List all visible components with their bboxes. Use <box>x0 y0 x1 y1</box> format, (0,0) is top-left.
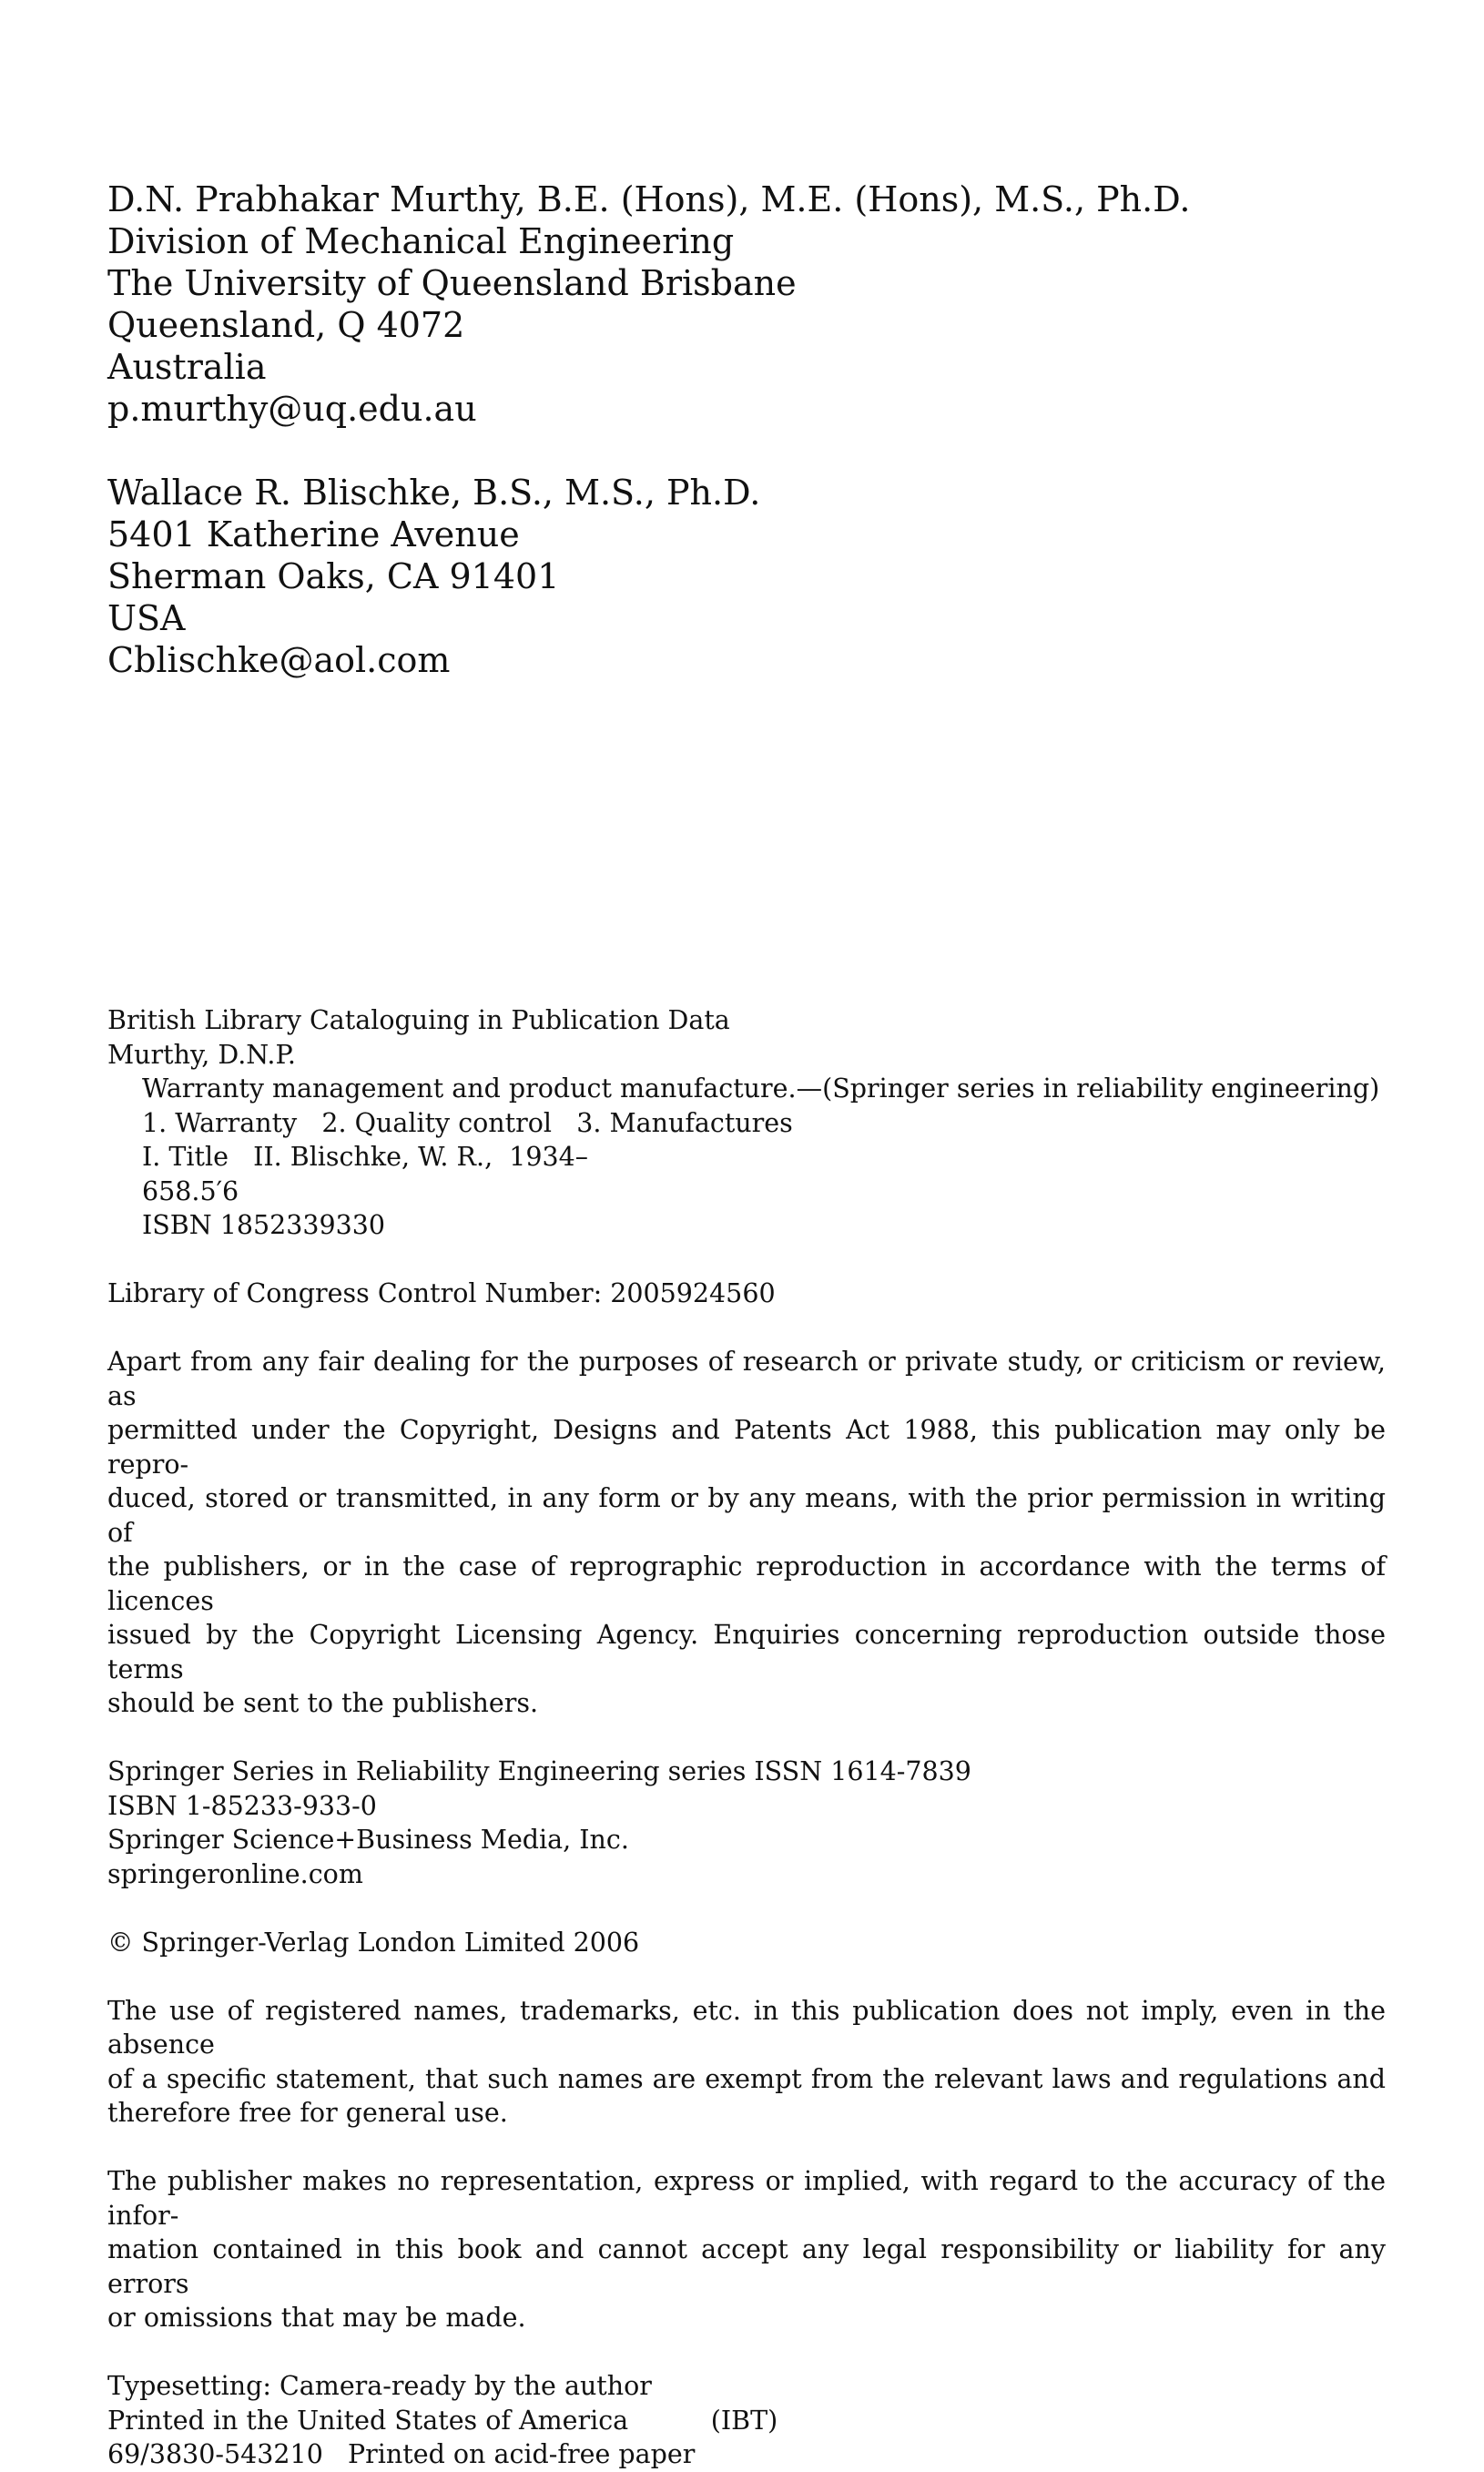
copyright-line <box>107 1926 1382 1960</box>
author-block-blischke <box>107 472 1382 681</box>
trademark-notice <box>107 1994 1386 2131</box>
cip-entry: I. Title II. Blischke, W. R., 1934– <box>142 1142 589 1172</box>
printed-in-line: Printed in the United States of America (IBT) <box>107 2405 778 2436</box>
copyright-text: © Springer-Verlag London Limited 2006 <box>107 1927 640 1958</box>
notice-line: Apart from any fair dealing for the purposes of research or private study, or criticism or review, as <box>107 1347 1386 1411</box>
trademark-line: of a specific statement, that such names are exempt from the relevant laws and regulations and <box>107 2063 1386 2094</box>
cip-author: Murthy, D.N.P. <box>107 1039 296 1070</box>
printing-info <box>107 2369 1382 2472</box>
notice-line: duced, stored or transmitted, in any form or by any means, with the prior permission in writing of <box>107 1483 1386 1548</box>
publication-info <box>107 1003 1386 2472</box>
address-line: Queensland, Q 4072 <box>107 305 465 345</box>
cip-block <box>107 1003 1382 1243</box>
cip-entry: Warranty management and product manufacture.—(Springer series in reliability engineering) <box>142 1073 1380 1104</box>
notice-line: should be sent to the publishers. <box>107 1688 539 1718</box>
disclaimer <box>107 2164 1386 2335</box>
notice-line: permitted under the Copyright, Designs and Patents Act 1988, this publication may only be repro- <box>107 1415 1386 1480</box>
series-info <box>107 1755 1382 1891</box>
address-line: Australia <box>107 347 267 387</box>
cip-heading: British Library Cataloguing in Publication Data <box>107 1005 730 1035</box>
address-line: 5401 Katherine Avenue <box>107 514 520 554</box>
cip-entry: 658.5′6 <box>142 1175 239 1206</box>
address-line: Sherman Oaks, CA 91401 <box>107 556 560 596</box>
isbn: ISBN 1-85233-933-0 <box>107 1790 377 1821</box>
publisher-website: springeronline.com <box>107 1858 363 1889</box>
author-email: p.murthy@uq.edu.au <box>107 389 477 429</box>
loc-control-text: Library of Congress Control Number: 2005924560 <box>107 1278 776 1308</box>
notice-line: the publishers, or in the case of reprographic reproduction in accordance with the terms of licences <box>107 1551 1386 1616</box>
address-line: Division of Mechanical Engineering <box>107 221 735 261</box>
author-name: Wallace R. Blischke, B.S., M.S., Ph.D. <box>107 473 761 513</box>
publisher-name: Springer Science+Business Media, Inc. <box>107 1825 629 1855</box>
notice-line: issued by the Copyright Licensing Agency. Enquiries concerning reproduction outside those terms <box>107 1620 1386 1684</box>
author-name: D.N. Prabhakar Murthy, B.E. (Hons), M.E. (Hons), M.S., Ph.D. <box>107 179 1191 219</box>
address-line: USA <box>107 598 186 638</box>
disclaimer-line: mation contained in this book and cannot accept any legal responsibility or liability for any errors <box>107 2234 1386 2299</box>
author-block-murthy <box>107 178 1382 430</box>
author-email: Cblischke@aol.com <box>107 640 451 680</box>
disclaimer-line: or omissions that may be made. <box>107 2303 526 2333</box>
series-issn: Springer Series in Reliability Engineering series ISSN 1614-7839 <box>107 1756 971 1786</box>
author-addresses <box>107 178 1382 681</box>
loc-control-number <box>107 1277 1382 1311</box>
trademark-line: The use of registered names, trademarks, etc. in this publication does not imply, even in the absence <box>107 1995 1386 2060</box>
typesetting-line: Typesetting: Camera-ready by the author <box>107 2371 652 2401</box>
trademark-line: therefore free for general use. <box>107 2098 508 2128</box>
cip-entry: ISBN 1852339330 <box>142 1210 386 1240</box>
copyright-notice <box>107 1345 1386 1721</box>
address-line: The University of Queensland Brisbane <box>107 263 797 303</box>
disclaimer-line: The publisher makes no representation, express or implied, with regard to the accuracy of the infor- <box>107 2166 1386 2231</box>
cip-entry: 1. Warranty 2. Quality control 3. Manufactures <box>142 1107 793 1138</box>
print-code-line: 69/3830-543210 Printed on acid-free paper <box>107 2439 696 2469</box>
